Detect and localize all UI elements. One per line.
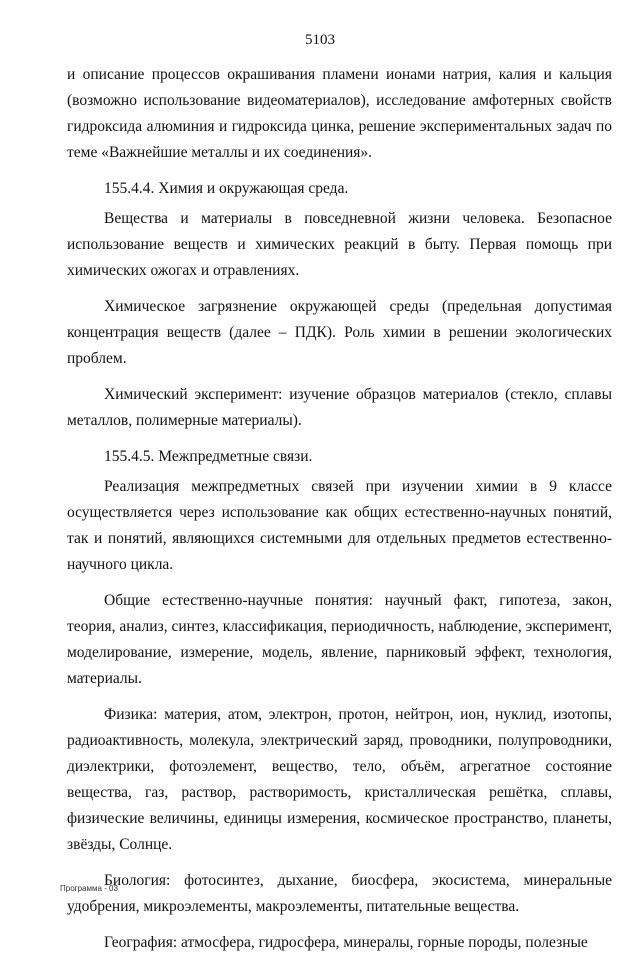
paragraph-physics: Физика: материя, атом, электрон, протон, нейтрон, ион, нуклид, изотопы, радиоактивность, молекула, электрический заряд, проводники, полупроводники, диэлектрики, фотоэлемент, вещество, тело, объём, агрегатное состояние вещества, газ, раствор, растворимость, кристаллическая решётка, сплавы, физические величины, единицы измерения, космическое пространство, планеты, звёзды, Солнце. (67, 706, 612, 853)
paragraph-pollution: Химическое загрязнение окружающей среды (предельная допустимая концентрация веществ (далее – ПДК). Роль химии в решении экологических проблем. (67, 298, 612, 367)
footer-program-label: Программа - 03 (60, 884, 118, 893)
paragraph-interdisciplinary: Реализация межпредметных связей при изучении химии в 9 классе осуществляется через использование как общих естественно-научных понятий, так и понятий, являющихся системными для отдельных предметов естественно-научного цикла. (67, 478, 612, 573)
section-heading-155-4-4: 155.4.4. Химия и окружающая среда. (104, 180, 349, 197)
paragraph-biology: Биология: фотосинтез, дыхание, биосфера, экосистема, минеральные удобрения, микроэлементы, макроэлементы, питательные вещества. (67, 872, 612, 915)
paragraph-continuation: и описание процессов окрашивания пламени ионами натрия, калия и кальция (возможно использование видеоматериалов), исследование амфотерных свойств гидроксида алюминия и гидроксида цинка, решение экспериментальных задач по теме «Важнейшие металлы и их соединения». (67, 66, 612, 161)
paragraph-substances: Вещества и материалы в повседневной жизни человека. Безопасное использование веществ и химических реакций в быту. Первая помощь при химических ожогах и отравлениях. (67, 210, 612, 279)
document-body (67, 62, 612, 966)
section-heading-155-4-5: 155.4.5. Межпредметные связи. (104, 448, 313, 465)
page-number: 5103 (305, 32, 335, 48)
paragraph-experiment: Химический эксперимент: изучение образцов материалов (стекло, сплавы металлов, полимерные материалы). (67, 386, 612, 429)
paragraph-geography: География: атмосфера, гидросфера, минералы, горные породы, полезные (104, 934, 588, 951)
paragraph-general-concepts: Общие естественно-научные понятия: научный факт, гипотеза, закон, теория, анализ, синтез, классификация, периодичность, наблюдение, эксперимент, моделирование, измерение, модель, явление, парниковый эффект, технология, материалы. (67, 592, 612, 687)
